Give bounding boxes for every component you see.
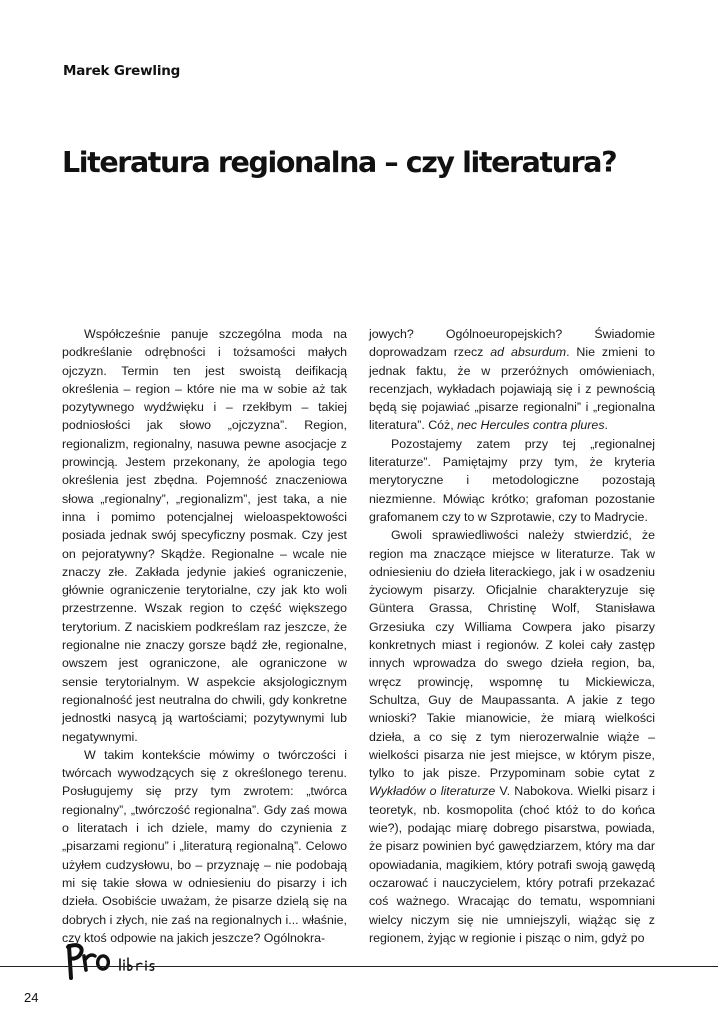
page-number: 24 (24, 990, 39, 1005)
text-run: V. Nabokova. Wielki pisarz i teoretyk, nb. kosmopolita (choć któż to do końca wie?), podając miarę dobrego pisarstwa, powiada, że pisarz powinien być gawędziarzem, który ma dar opowiadania, magikiem, który potrafi swoją gawędą oczarować i nauczycielem, który potrafi przekazać coś ważnego. Wracając do tematu, wspomniani wielcy niczym się nie umniejszyli, wiążąc się z regionem, żyjąc w regionie i pisząc o nim, gdyż po (369, 784, 655, 945)
text-run: jowych? Ogólnoeuropejskich? Świadomie doprowadzam rzecz (369, 327, 655, 360)
italic-phrase: ad absurdum (490, 345, 567, 360)
paragraph: Współcześnie panuje szczególna moda na podkreślanie odrębności i tożsamości małych ojczyzn. Termin ten jest swoistą deifikacją określenia – region – które nie ma w sobie aż tak pozytywnego wydźwięku i – rzekłbym – takiej podniosłości jak słowo „ojczyzna”. Region, regionalizm, regionalny, nasuwa pewne asocjacje z prowincją. Jestem przekonany, że apologia tego określenia jest zbędna. Pojemność znaczeniowa słowa „regionalny”, „regionalizm”, jest taka, a nie inna i pomimo potencjalnej wieloaspektowości posiada jednak swój specyficzny posmak. Czy jest on pejoratywny? Skądże. Regionalne – wcale nie znaczy złe. Zakłada jedynie jakieś ograniczenie, głównie ograniczenie terytorialne, czy jak kto woli przestrzenne. Wszak region to część większego terytorium. Z naciskiem podkreślam raz jeszcze, że regionalne nie znaczy gorsze bądź złe, regionalne, owszem jest ograniczone, ale ograniczone w sensie terytorialnym. W aspekcie aksjologicznym regionalność jest neutralna do chwili, gdy konkretne jednostki nasycą ją wartościami; pozytywnymi lub negatywnymi. (62, 327, 347, 744)
italic-phrase: nec Hercules contra plures (457, 418, 605, 433)
footer-divider (0, 966, 718, 967)
text-run: Gwoli sprawiedliwości należy stwierdzić, że region ma znaczące miejsce w literaturze. Tak w odniesieniu do dzieła literackiego, jak i w osadzeniu życiowym pisarzy. Oficjalnie charakteryzuje się Güntera Grassa, Christinę Wolf, Stanisława Grzesiuka czy Williama Cowpera jako pisarzy konkretnych miast i regionów. Z kolei cały zastęp innych wprowadza do swego dzieła region, ba, wręcz prowincję, wspomnę tu Mickiewicza, Schultza, Guy de Maupassanta. A jakie z tego wnioski? Takie mianowicie, że miarą wielkości dzieła, a co się z tym nierozerwalnie wiąże – wielkości pisarza nie jest miejsce, w którym pisze, tylko to jak pisze. Przypominam sobie cytat z (369, 528, 655, 781)
article-title: Literatura regionalna – czy literatura? (62, 146, 617, 179)
text-run: . Nie zmieni to jednak faktu, że w przeróżnych omówieniach, recenzjach, wykładach pojawiają się i z pewnością będą się pojawiać „pisarze regionalni” i „regionalna literatura”. Cóż, (369, 345, 655, 433)
body-column-right (369, 325, 655, 947)
pro-libris-logo (64, 936, 184, 980)
author-name: Marek Grewling (63, 63, 181, 79)
italic-phrase: Wykładów o literaturze (369, 784, 496, 799)
paragraph: Pozostajemy zatem przy tej „regionalnej literaturze”. Pamiętajmy przy tym, że kryteria merytoryczne i metodologiczne pozostają niezmienne. Mówiąc krótko; grafoman pozostanie grafomanem czy to w Szprotawie, czy to Madrycie. (369, 436, 655, 524)
text-run: . (604, 418, 608, 433)
paragraph (369, 526, 655, 947)
paragraph: W takim kontekście mówimy o twórczości i twórcach wywodzących się z określonego terenu. Posługujemy się przy tym zwrotem: „twórca regionalny”, „twórczość regionalna”. Gdy zaś mowa o literatach i ich dziele, mamy do czynienia z „pisarzami regionu” i „literaturą regionalną”. Celowo użyłem cudzysłowu, bo – przyznaję – nie podobają mi się takie słowa w odniesieniu do pisarzy i ich dzieła. Osobiście uważam, że pisarze dzielą się na dobrych i złych, nie zaś na regionalnych i... właśnie, czy ktoś odpowie na jakich jeszcze? Ogólnokra- (62, 747, 347, 945)
paragraph (369, 325, 655, 435)
body-column-left (62, 325, 347, 947)
